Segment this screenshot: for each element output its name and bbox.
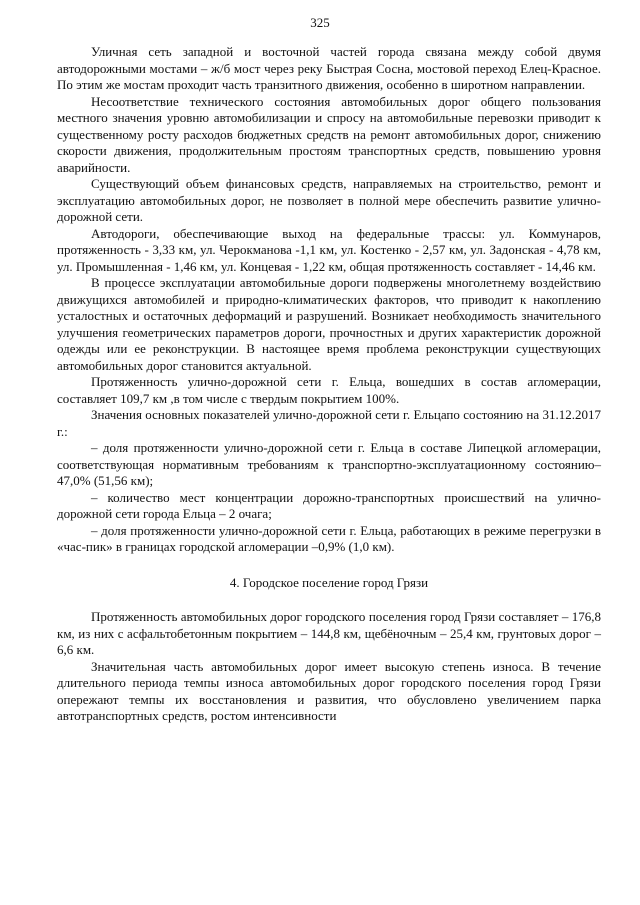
paragraph: Значения основных показателей улично-дорожной сети г. Ельцапо состоянию на 31.12.2017 г.: xyxy=(57,407,601,439)
paragraph: В процессе эксплуатации автомобильные дороги подвержены многолетнему воздействию движущихся автомобилей и природно-климатических факторов, что приводит к накоплению усталостных и остаточных деформаций и разрушений. Возникает необходимость значительного улучшения геометрических параметров дороги, прочностных и других характеристик дорожной одежды или ее реконструкции. В настоящее время проблема реконструкции существующих автомобильных дорог становится актуальной. xyxy=(57,275,601,373)
list-item: – доля протяженности улично-дорожной сети г. Ельца, работающих в режиме перегрузки в «час-пик» в границах городской агломерации –0,9% (1,0 км). xyxy=(57,522,601,554)
paragraph: Несоответствие технического состояния автомобильных дорог общего пользования местного значения уровню автомобилизации и спросу на автомобильные перевозки приводит к существенному росту расходов бюджетных средств на ремонт автомобильных дорог, снижению скорости движения, продолжительным простоям транспортных средств, повышению уровня аварийности. xyxy=(57,93,601,175)
document-body xyxy=(57,44,601,725)
page-number: 325 xyxy=(310,15,330,30)
paragraph: Уличная сеть западной и восточной частей города связана между собой двумя автодорожными мостами – ж/б мост через реку Быстрая Сосна, мостовой переход Елец-Красное. По этим же мостам проходит часть транзитного движения, особенно в широтном направлении. xyxy=(57,44,601,92)
list-item: – доля протяженности улично-дорожной сети г. Ельца в составе Липецкой агломерации, соответствующая нормативным требованиям к транспортно-эксплуатационному состоянию– 47,0% (51,56 км); xyxy=(57,440,601,488)
paragraph: Протяженность автомобильных дорог городского поселения город Грязи составляет – 176,8 км, из них с асфальтобетонным покрытием – 144,8 км, щебёночным – 25,4 км, грунтовых дорог – 6,6 км. xyxy=(57,609,601,657)
paragraph: Протяженность улично-дорожной сети г. Ельца, вошедших в состав агломерации, составляет 109,7 км ,в том числе с твердым покрытием 100%. xyxy=(57,374,601,406)
paragraph: Существующий объем финансовых средств, направляемых на строительство, ремонт и эксплуатацию автомобильных дорог, не позволяет в полной мере обеспечить развитие улично-дорожной сети. xyxy=(57,176,601,224)
paragraph: Значительная часть автомобильных дорог имеет высокую степень износа. В течение длительного периода темпы износа автомобильных дорог городского поселения город Грязи опережают темпы их восстановления и развития, что обусловлено увеличением парка автотранспортных средств, ростом интенсивности xyxy=(57,658,601,723)
list-item: – количество мест концентрации дорожно-транспортных происшествий на улично-дорожной сети города Ельца – 2 очага; xyxy=(57,489,601,521)
paragraph: Автодороги, обеспечивающие выход на федеральные трассы: ул. Коммунаров, протяженность - 3,33 км, ул. Черокманова -1,1 км, ул. Костенко - 2,57 км, ул. Задонская - 4,78 км, ул. Промышленная - 1,46 км, ул. Концевая - 1,22 км, общая протяженность составляет - 14,46 км. xyxy=(57,225,601,274)
section-heading: 4. Городское поселение город Грязи xyxy=(229,574,429,590)
